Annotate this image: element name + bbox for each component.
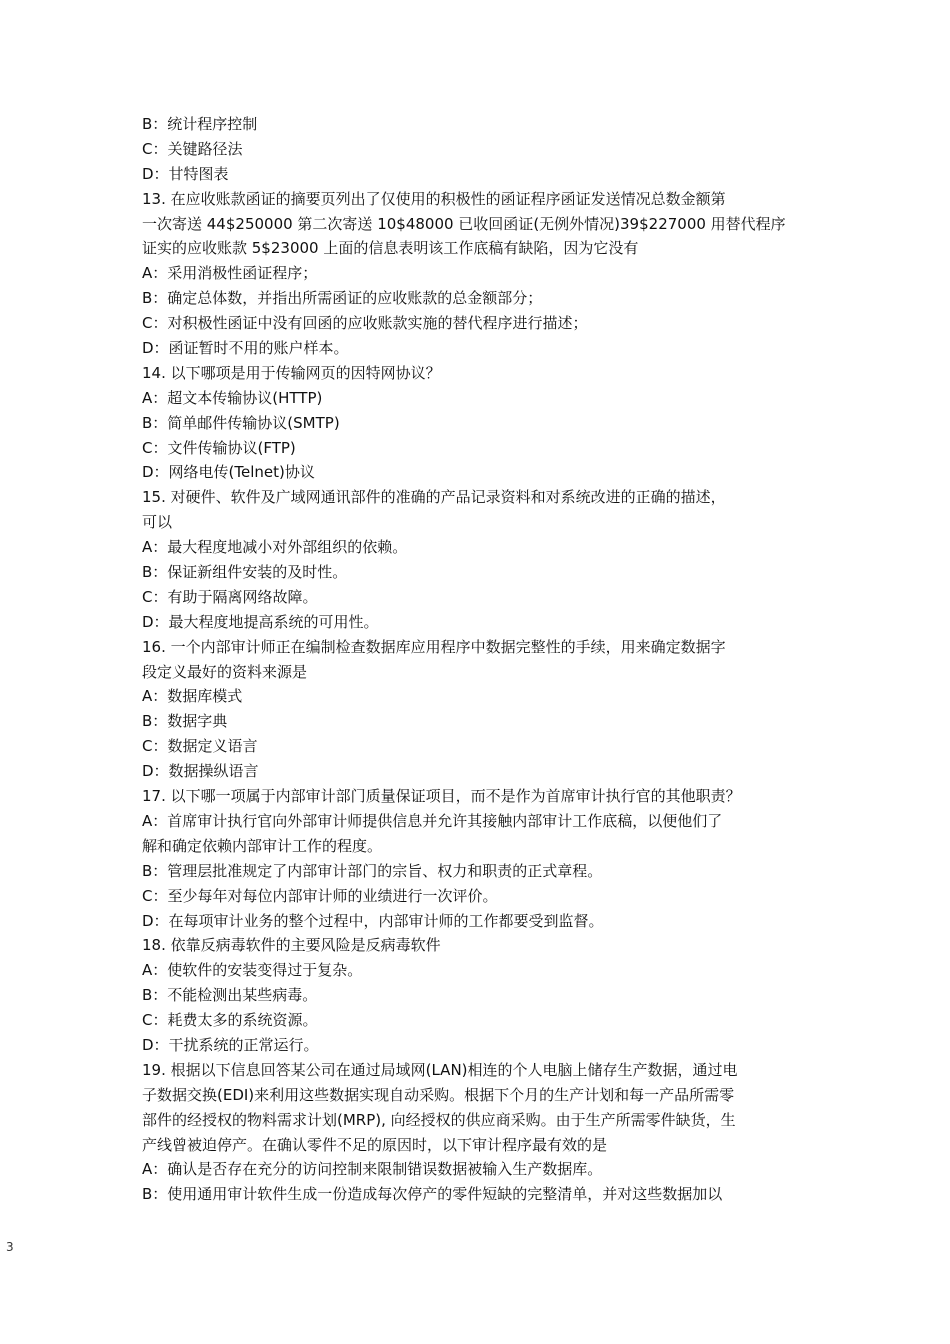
question-line: 14. 以下哪项是用于传输网页的因特网协议？ xyxy=(142,363,441,382)
option-line: C：数据定义语言 xyxy=(142,737,258,756)
option-line: B：数据字典 xyxy=(142,712,228,731)
text-line: C：关键路径法 xyxy=(142,139,243,158)
option-line: A：确认是否存在充分的访问控制来限制错误数据被输入生产数据库。 xyxy=(142,1160,603,1179)
option-line: D：最大程度地提高系统的可用性。 xyxy=(142,612,379,631)
page-number: 3 xyxy=(6,1240,14,1254)
question-line: 18. 依靠反病毒软件的主要风险是反病毒软件 xyxy=(142,936,441,955)
text-line: 产线曾被迫停产。在确认零件不足的原因时，以下审计程序最有效的是 xyxy=(142,1135,608,1154)
text-line: B：统计程序控制 xyxy=(142,115,258,133)
text-line: 子数据交换(EDI)来利用这些数据实现自动采购。根据下个月的生产计划和每一产品所需零 xyxy=(142,1085,735,1104)
option-line: C：耗费太多的系统资源。 xyxy=(142,1011,318,1030)
option-line: C：有助于隔离网络故障。 xyxy=(142,587,318,606)
text-line: 证实的应收账款 5$23000 上面的信息表明该工作底稿有缺陷，因为它没有 xyxy=(142,239,639,258)
option-line: A：首席审计执行官向外部审计师提供信息并允许其接触内部审计工作底稿，以便他们了 xyxy=(142,811,723,830)
text-line: 部件的经授权的物料需求计划(MRP), 向经授权的供应商采购。由于生产所需零件缺货，生 xyxy=(142,1110,736,1129)
option-line: D：干扰系统的正常运行。 xyxy=(142,1035,319,1054)
question-line: 13. 在应收账款函证的摘要页列出了仅使用的积极性的函证程序函证发送情况总数金额第 xyxy=(142,189,726,208)
text-line: 解和确定依赖内部审计工作的程度。 xyxy=(142,836,383,855)
document-body xyxy=(142,112,814,1207)
option-line: D：在每项审计业务的整个过程中，内部审计师的工作都要受到监督。 xyxy=(142,911,604,930)
option-line: B：确定总体数，并指出所需函证的应收账款的总金额部分； xyxy=(142,289,543,308)
option-line: B：保证新组件安装的及时性。 xyxy=(142,563,348,582)
option-line: C：至少每年对每位内部审计师的业绩进行一次评价。 xyxy=(142,886,498,905)
option-line: A：数据库模式 xyxy=(142,687,243,706)
option-line: B：简单邮件传输协议(SMTP) xyxy=(142,413,340,432)
option-line: A：采用消极性函证程序； xyxy=(142,264,318,283)
question-line: 17. 以下哪一项属于内部审计部门质量保证项目，而不是作为首席审计执行官的其他职责？ xyxy=(142,787,741,806)
question-line: 15. 对硬件、软件及广域网通讯部件的准确的产品记录资料和对系统改进的正确的描述， xyxy=(142,488,726,507)
option-line: B：使用通用审计软件生成一份造成每次停产的零件短缺的完整清单，并对这些数据加以 xyxy=(142,1185,723,1204)
option-line: A：使软件的安装变得过于复杂。 xyxy=(142,961,363,980)
text-line: 一次寄送 44$250000 第二次寄送 10$48000 已收回函证(无例外情况)39$227000 用替代程序 xyxy=(142,214,786,233)
option-line: D：函证暂时不用的账户样本。 xyxy=(142,339,349,358)
question-line: 19. 根据以下信息回答某公司在通过局域网(LAN)相连的个人电脑上储存生产数据，通过电 xyxy=(142,1060,738,1079)
text-line: D：甘特图表 xyxy=(142,164,229,183)
question-line: 16. 一个内部审计师正在编制检查数据库应用程序中数据完整性的手续，用来确定数据字 xyxy=(142,637,726,656)
option-line: B：管理层批准规定了内部审计部门的宗旨、权力和职责的正式章程。 xyxy=(142,861,603,880)
option-line: A：超文本传输协议(HTTP) xyxy=(142,388,323,407)
option-line: D：网络电传(Telnet)协议 xyxy=(142,463,315,482)
option-line: A：最大程度地减小对外部组织的依赖。 xyxy=(142,538,408,557)
option-line: C：对积极性函证中没有回函的应收账款实施的替代程序进行描述； xyxy=(142,314,588,333)
text-line: 段定义最好的资料来源是 xyxy=(142,662,308,681)
option-line: D：数据操纵语言 xyxy=(142,762,259,781)
text-line: 可以 xyxy=(142,513,173,532)
option-line: C：文件传输协议(FTP) xyxy=(142,438,296,457)
option-line: B：不能检测出某些病毒。 xyxy=(142,986,318,1005)
